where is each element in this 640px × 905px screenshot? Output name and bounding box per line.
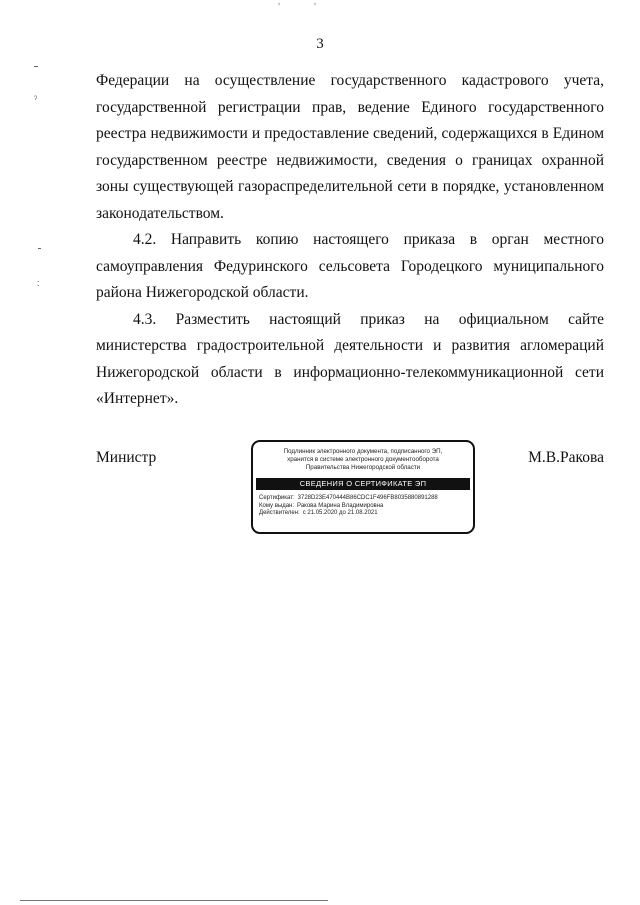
stamp-header-line-1: Подлинник электронного документа, подписанного ЭП, [283,448,443,455]
stamp-row-certificate [259,495,473,503]
stamp-certificate-details [259,495,473,518]
paragraph-4-2: 4.2. Направить копию настоящего приказа в орган местного самоуправления Федуринского сельсовета Городецкого муниципального района Нижегородской области. [96,231,604,301]
scan-artifact-top-left: ʼ [278,2,280,12]
scan-bottom-line [20,900,328,901]
scan-artifact-margin-1 [34,66,38,67]
paragraph-federation: Федерации на осуществление государственного кадастрового учета, государственной регистрации прав, ведение Единого государственного реестра недвижимости и предоставление сведений, содержащихся в Едином государственном реестре недвижимости, сведения о границах охранной зоны существующей газораспределительной сети в порядке, установленном законодательством. [96,72,604,222]
scan-artifact-margin-2: ˀ [34,94,38,104]
stamp-header-line-2: хранится в системе электронного документооборота [287,456,439,463]
stamp-certificate-bar: СВЕДЕНИЯ О СЕРТИФИКАТЕ ЭП [256,478,470,490]
paragraph-4-3: 4.3. Разместить настоящий приказ на официальном сайте министерства градостроительной деятельности и развития агломераций Нижегородской области в информационно-телекоммуникационной сети «Интернет». [96,310,604,407]
valid-value: с 21.05.2020 до 21.08.2021 [302,510,378,516]
stamp-header-line-3: Правительства Нижегородской области [305,464,421,471]
stamp-row-valid [259,510,473,518]
stamp-row-issued-to [259,503,473,511]
scan-artifact-margin-4: ˸ [37,280,40,290]
scan-artifact-margin-3 [38,248,41,249]
document-body [96,68,604,413]
issued-to-value: Ракова Марина Владимировна [297,502,384,509]
stamp-header [253,448,473,472]
certificate-value: 3728D23E470444B86CDC1F496FB8035880891288 [297,495,438,501]
signatory-title: Министр [96,449,157,466]
issued-to-label: Кому выдан: [259,502,295,509]
scan-artifact-top-right: ʼ [314,2,316,12]
electronic-signature-stamp [251,440,475,534]
signatory-name: М.В.Ракова [528,449,604,466]
certificate-label: Сертификат: [259,495,295,501]
valid-label: Действителен: [259,510,300,516]
signature-block [0,438,640,542]
page-number: 3 [316,36,324,52]
